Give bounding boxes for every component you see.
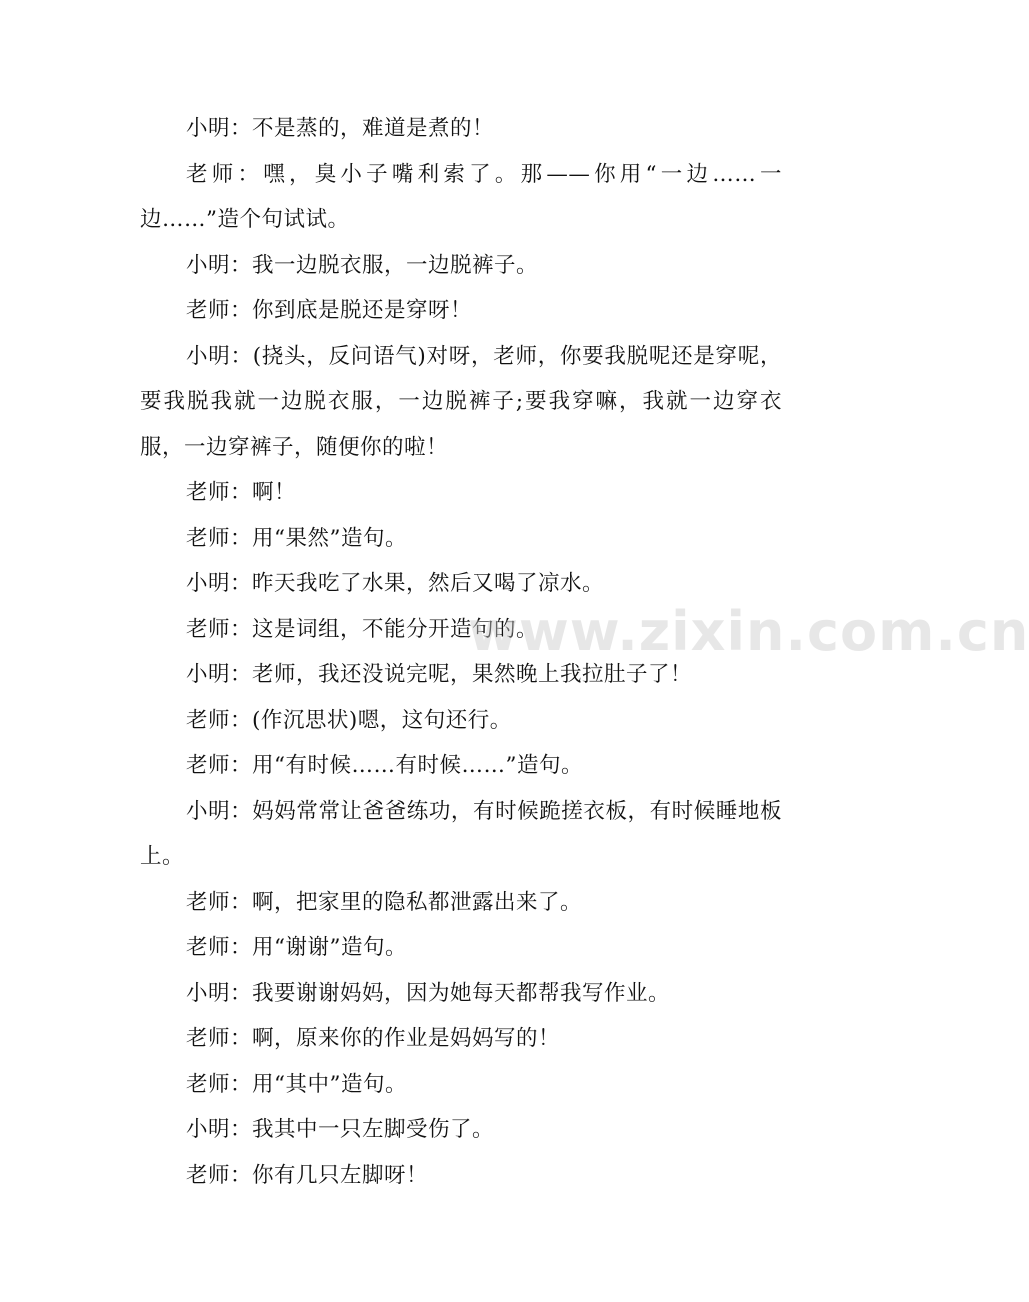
dialogue-paragraph: 老师：用“果然”造句。: [186, 525, 407, 551]
dialogue-paragraph: 小明：我要谢谢妈妈，因为她每天都帮我写作业。: [186, 980, 671, 1006]
dialogue-paragraph: 老师：啊！: [186, 480, 297, 505]
dialogue-paragraph: 老师：(作沉思状)嗯，这句还行。: [186, 707, 512, 733]
watermark: www.zixin.com.cn: [468, 600, 1029, 663]
dialogue-paragraph: 老师：用“谢谢”造句。: [186, 935, 407, 960]
dialogue-paragraph: 小明：老师，我还没说完呢，果然晚上我拉肚子了！: [186, 662, 693, 687]
dialogue-paragraph: 老师：啊，把家里的隐私都泄露出来了。: [186, 889, 583, 915]
dialogue-paragraph: 小明：我其中一只左脚受伤了。: [186, 1117, 495, 1142]
dialogue-paragraph: 老师：啊，原来你的作业是妈妈写的！: [186, 1026, 561, 1051]
dialogue-paragraph: 老师：用“其中”造句。: [186, 1071, 407, 1097]
dialogue-paragraph: 小明：(挠头，反问语气)对呀，老师，你要我脱呢还是穿呢，要我脱我就一边脱衣服，一边脱裤子;要我穿嘛，我就一边穿衣服，一边穿裤子，随便你的啦！: [140, 343, 782, 460]
dialogue-paragraph: 小明：我一边脱衣服，一边脱裤子。: [186, 252, 539, 278]
dialogue-paragraph: 小明：妈妈常常让爸爸练功，有时候跪搓衣板，有时候睡地板上。: [140, 798, 782, 869]
dialogue-paragraph: 老师：你到底是脱还是穿呀！: [186, 298, 473, 323]
dialogue-paragraph: 老师：这是词组，不能分开造句的。: [186, 616, 539, 642]
dialogue-paragraph: 老师：用“有时候……有时候……”造句。: [186, 753, 583, 778]
dialogue-paragraph: 小明：昨天我吃了水果，然后又喝了凉水。: [186, 571, 605, 596]
dialogue-paragraph: 老师：你有几只左脚呀！: [186, 1162, 429, 1188]
dialogue-paragraph: 小明：不是蒸的，难道是煮的！: [186, 116, 495, 141]
dialogue-paragraph: 老师：嘿，臭小子嘴利索了。那——你用“一边……一边……”造个句试试。: [140, 161, 782, 232]
document-body: [140, 106, 782, 1198]
